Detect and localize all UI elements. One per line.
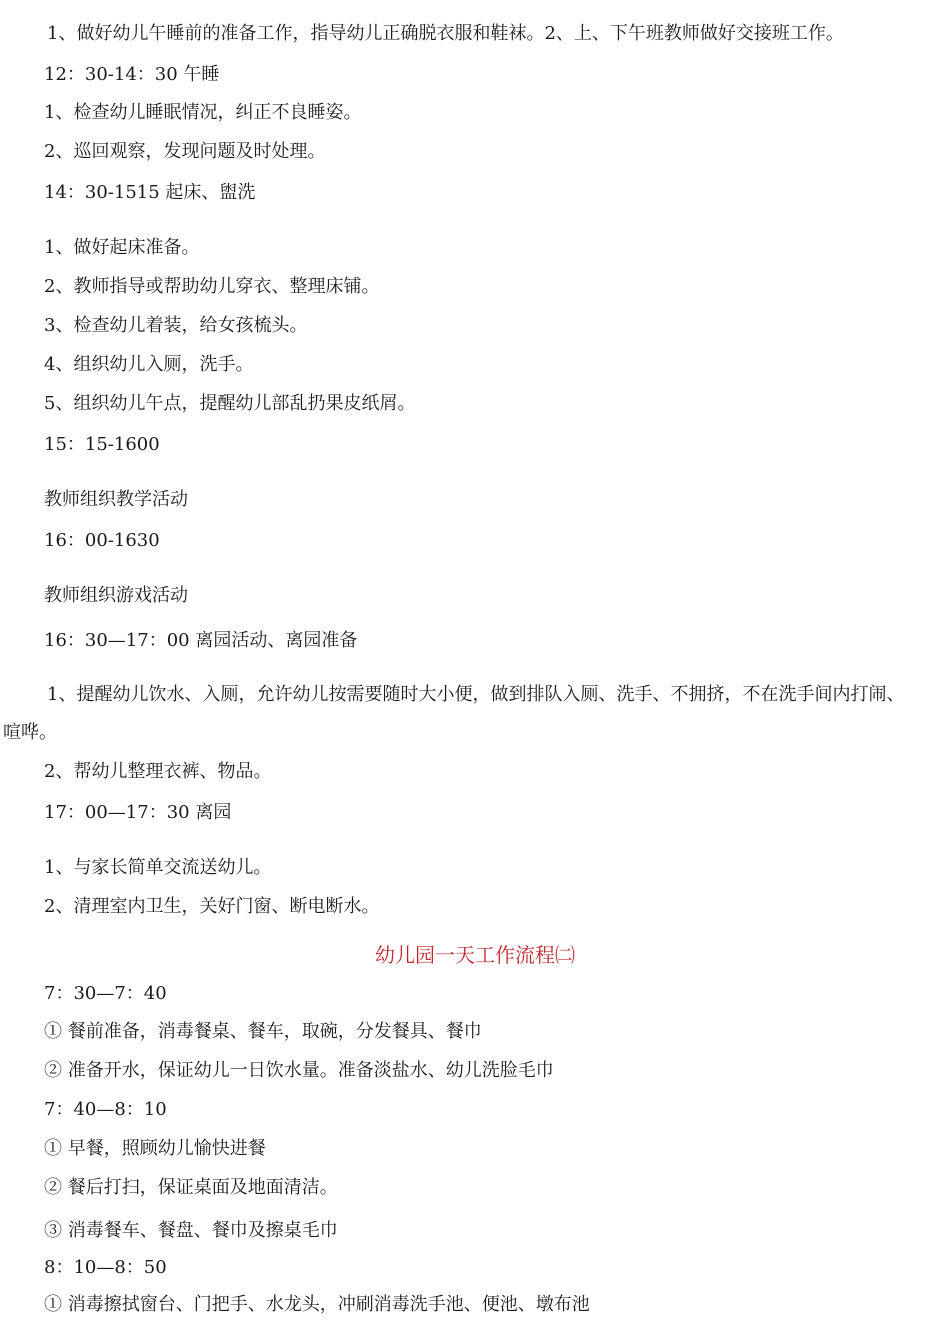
time-slot-heading: 16：00-1630: [44, 530, 160, 551]
paragraph-line: 1、与家长简单交流送幼儿。: [44, 857, 272, 878]
time-slot-heading: 12：30-14：30 午睡: [44, 64, 220, 85]
paragraph-line: 喧哗。: [3, 722, 57, 743]
paragraph-line: ① 早餐，照顾幼儿愉快进餐: [44, 1138, 266, 1159]
paragraph-line: ① 消毒擦拭窗台、门把手、水龙头，冲刷消毒洗手池、便池、墩布池: [44, 1294, 590, 1315]
time-slot-heading: 15：15-1600: [44, 434, 160, 455]
paragraph-line: 教师组织教学活动: [44, 489, 188, 510]
time-slot-heading: 8：10—8：50: [44, 1257, 167, 1278]
paragraph-line: ③ 消毒餐车、餐盘、餐巾及擦桌毛巾: [44, 1220, 338, 1241]
paragraph-line: 3、检查幼儿着装，给女孩梳头。: [44, 315, 308, 336]
paragraph-line: ① 餐前准备，消毒餐桌、餐车，取碗，分发餐具、餐巾: [44, 1021, 482, 1042]
time-slot-heading: 14：30-1515 起床、盥洗: [44, 182, 256, 203]
paragraph-line: 4、组织幼儿入厕，洗手。: [44, 354, 254, 375]
section-title: 幼儿园一天工作流程㈡: [375, 943, 575, 967]
paragraph-line: 2、清理室内卫生，关好门窗、断电断水。: [44, 896, 380, 917]
paragraph-line: 2、巡回观察，发现问题及时处理。: [44, 141, 326, 162]
paragraph-line: 教师组织游戏活动: [44, 585, 188, 606]
paragraph-line: 1、做好幼儿午睡前的准备工作，指导幼儿正确脱衣服和鞋袜。2、上、下午班教师做好交接班工作。: [47, 23, 844, 44]
paragraph-line: 2、帮幼儿整理衣裤、物品。: [44, 761, 272, 782]
time-slot-heading: 7：30—7：40: [44, 983, 167, 1004]
paragraph-line: 1、检查幼儿睡眠情况，纠正不良睡姿。: [44, 102, 362, 123]
paragraph-line: ② 餐后打扫，保证桌面及地面清洁。: [44, 1177, 338, 1198]
paragraph-line: 2、教师指导或帮助幼儿穿衣、整理床铺。: [44, 276, 380, 297]
paragraph-line: 1、提醒幼儿饮水、入厕，允许幼儿按需要随时大小便，做到排队入厕、洗手、不拥挤，不在洗手间内打闹、: [47, 684, 905, 705]
paragraph-line: 1、做好起床准备。: [44, 237, 200, 258]
paragraph-line: ② 准备开水，保证幼儿一日饮水量。准备淡盐水、幼儿洗脸毛巾: [44, 1060, 554, 1081]
time-slot-heading: 7：40—8：10: [44, 1099, 167, 1120]
paragraph-line: 5、组织幼儿午点，提醒幼儿部乱扔果皮纸屑。: [44, 393, 416, 414]
time-slot-heading: 17：00—17：30 离园: [44, 802, 232, 823]
time-slot-heading: 16：30—17：00 离园活动、离园准备: [44, 630, 358, 651]
